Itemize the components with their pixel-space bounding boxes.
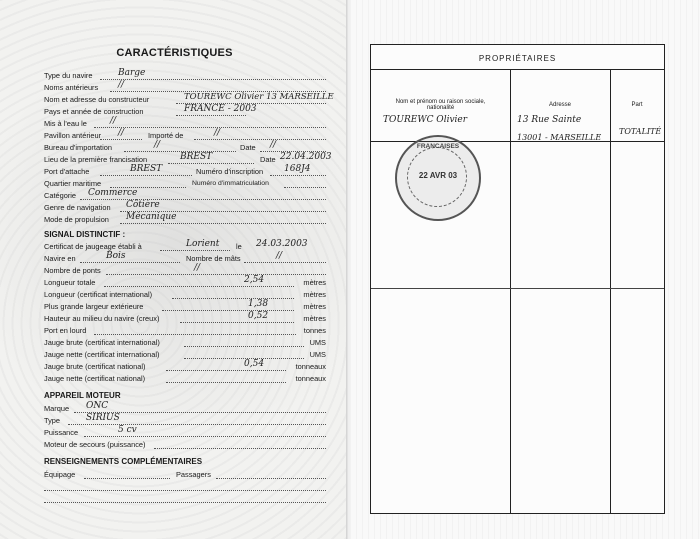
handwritten-value: 0,52: [248, 311, 269, 321]
owner-part: TOTALITÉ: [619, 127, 662, 136]
handwritten-value: 5 cv: [118, 425, 137, 435]
row-longueur-totale: Longueur totale 2,54 mètres: [44, 275, 326, 287]
handwritten-value: //: [118, 80, 125, 90]
handwritten-value: 1,38: [248, 299, 269, 309]
row-blank-2: [44, 493, 326, 505]
row-nombre-ponts: Nombre de ponts //: [44, 265, 326, 277]
row-plus-grande-largeur: Plus grande largeur extérieure 1,38 mètres: [44, 299, 326, 311]
handwritten-value-2: //: [214, 128, 221, 138]
col-part-header: Part: [610, 69, 664, 142]
column-divider: [510, 69, 511, 513]
row-blank-1: [44, 481, 326, 493]
handwritten-value: Lorient: [186, 239, 220, 249]
section-appareil-moteur: APPAREIL MOTEUR: [44, 391, 121, 400]
handwritten-value: Mécanique: [126, 212, 177, 222]
owners-table: [370, 44, 665, 514]
official-stamp: FRANCAISES 22 AVR 03: [395, 135, 481, 221]
row-certificat-jaugeage: Certificat de jaugeage établi à Lorient le 24.03.2003: [44, 239, 308, 251]
row-noms-anterieurs: Noms antérieurs //: [44, 82, 326, 94]
col-name-header: Nom et prénom ou raison sociale, nationalité: [371, 69, 510, 142]
owner-address-line2: 13001 - MARSEILLE: [517, 133, 602, 142]
row-hauteur-creux: Hauteur au milieu du navire (creux) 0,52 mètres: [44, 311, 326, 323]
row-longueur-international: Longueur (certificat international) mètres: [44, 290, 326, 299]
handwritten-value: FRANCE - 2003: [184, 104, 257, 114]
handwritten-value-2: //: [270, 140, 277, 150]
row-marque: Marque ONC: [44, 403, 326, 415]
handwritten-value: //: [110, 116, 117, 126]
owners-table-header: PROPRIÉTAIRES: [371, 45, 664, 70]
row-pavillon: Pavillon antérieur // Importé de //: [44, 130, 326, 142]
row-bureau-importation: Bureau d'importation // Date //: [44, 142, 326, 154]
row-divider: [371, 288, 664, 289]
handwritten-value: 0,54: [244, 359, 265, 369]
handwritten-value: ONC: [86, 401, 109, 411]
handwritten-value: Commerce: [88, 188, 138, 198]
handwritten-value: Côtière: [126, 200, 160, 210]
handwritten-value: Bois: [106, 251, 126, 261]
row-jauge-nette-national: Jauge nette (certificat national) tonneaux: [44, 374, 326, 383]
handwritten-value: Barge: [118, 68, 146, 78]
row-type-navire: Type du navire Barge: [44, 70, 326, 82]
row-jauge-brute-national: Jauge brute (certificat national) 0,54 tonneaux: [44, 359, 326, 371]
page-title: CARACTÉRISTIQUES: [116, 47, 233, 59]
row-categorie: Catégorie Commerce: [44, 190, 326, 202]
handwritten-value: BREST: [180, 152, 213, 162]
col-address-header: Adresse: [510, 69, 610, 142]
handwritten-value: 2,54: [244, 275, 265, 285]
handwritten-value: SIRIUS: [86, 413, 120, 423]
column-divider: [610, 69, 611, 513]
row-mode-propulsion: Mode de propulsion Mécanique: [44, 214, 326, 226]
row-jauge-brute-intl: Jauge brute (certificat international) UMS: [44, 338, 326, 347]
handwritten-value: //: [154, 140, 161, 150]
handwritten-value-2: 24.03.2003: [256, 239, 308, 249]
row-port-en-lourd: Port en lourd tonnes: [44, 326, 326, 335]
row-puissance: Puissance 5 cv: [44, 427, 326, 439]
section-renseignements: RENSEIGNEMENTS COMPLÉMENTAIRES: [44, 457, 203, 466]
handwritten-value-2: 22.04.2003: [280, 152, 332, 162]
handwritten-value: //: [118, 128, 125, 138]
row-port-attache: Port d'attache BREST Numéro d'inscription 168J4: [44, 166, 326, 178]
row-moteur-secours: Moteur de secours (puissance): [44, 439, 326, 451]
handwritten-value: BREST: [130, 164, 163, 174]
row-navire-en: Navire en Bois Nombre de mâts //: [44, 253, 326, 265]
row-quartier-maritime: Quartier maritime Numéro d'immatriculation: [44, 178, 326, 190]
row-jauge-nette-intl: Jauge nette (certificat international) UMS: [44, 350, 326, 359]
row-genre-navigation: Genre de navigation Côtière: [44, 202, 326, 214]
owner-name: TOUREWC Olivier: [383, 115, 468, 125]
row-type-moteur: Type SIRIUS: [44, 415, 326, 427]
handwritten-value: //: [194, 263, 201, 273]
row-equipage: Équipage Passagers: [44, 469, 326, 481]
owner-address-line1: 13 Rue Sainte: [517, 115, 582, 125]
row-mis-a-leau: Mis à l'eau le //: [44, 118, 326, 130]
handwritten-value-2: 168J4: [284, 164, 311, 174]
row-constructeur: Nom et adresse du constructeur TOUREWC Olivier 13 MARSEILLE: [44, 92, 334, 104]
section-signal-distinctif: SIGNAL DISTINCTIF :: [44, 230, 126, 239]
row-pays-annee: Pays et année de construction FRANCE - 2003: [44, 104, 257, 116]
handwritten-value-2: //: [276, 251, 283, 261]
handwritten-value: TOUREWC Olivier 13 MARSEILLE: [184, 92, 334, 102]
row-premiere-francisation: Lieu de la première francisation BREST Date 22.04.2003: [44, 152, 332, 164]
